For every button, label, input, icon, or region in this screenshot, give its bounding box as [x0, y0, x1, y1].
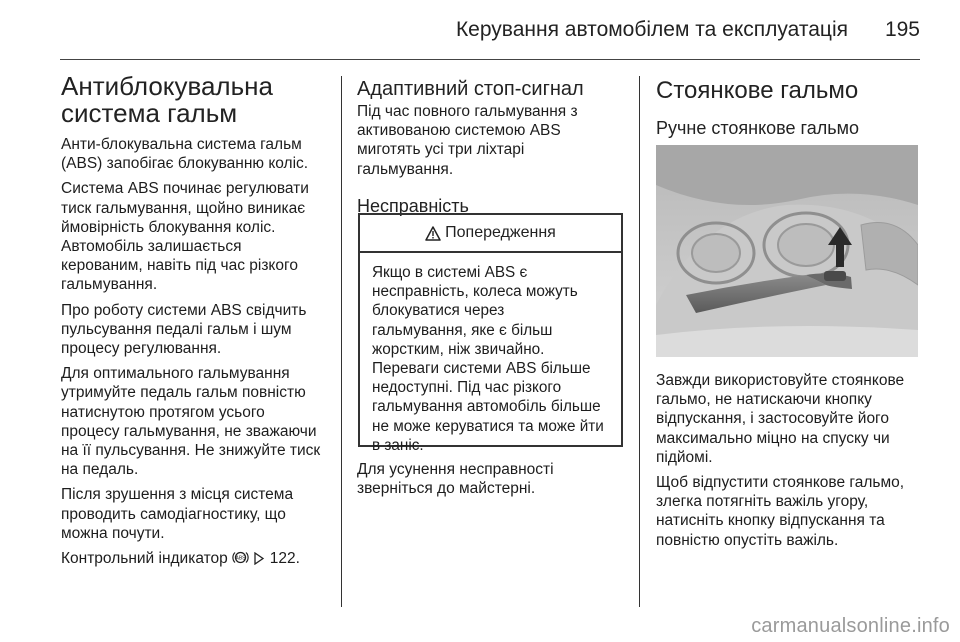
right-column — [656, 77, 926, 139]
manual-parking-brake-heading: Ручне стоянкове гальмо — [656, 118, 859, 138]
malfunction-heading: Несправність — [357, 195, 469, 216]
indicator-line — [61, 549, 336, 570]
abs-paragraph-5: Після зрушення з місця система проводить самодіагностику, що можна почути. — [61, 486, 294, 542]
warning-box — [358, 213, 623, 454]
indicator-label: Контрольний індикатор — [61, 550, 228, 568]
header-rule — [60, 59, 920, 60]
indicator-page-ref[interactable]: 122. — [269, 550, 300, 568]
abs-paragraph-4: Для оптимального гальмування утримуйте педаль гальм повністю натиснутою протягом усього процесу гальмування, не зважаючи на її пульсування. Не знижуйте тиск на педаль. — [61, 365, 321, 479]
reference-arrow-icon[interactable] — [253, 551, 265, 570]
running-header-title: Керування автомобілем та експлуатація — [455, 18, 848, 41]
warning-title: Попередження — [445, 224, 556, 241]
middle-column — [357, 78, 632, 217]
middle-column-footer — [357, 460, 632, 498]
parking-brake-lever-photo — [656, 145, 918, 357]
adaptive-brake-light-heading: Адаптивний стоп-сигнал — [357, 78, 584, 100]
column-divider-right — [639, 76, 640, 607]
abs-paragraph-2: Система ABS починає регулювати тиск гальмування, щойно виникає ймовірність блокування коліс. Автомобіль залишається керованим, навіть під час різкого гальмування. — [61, 180, 309, 294]
warning-header — [360, 215, 621, 253]
malfunction-service-text: Для усунення несправності зверніться до майстерні. — [357, 461, 554, 498]
abs-heading-line1: Антиблокувальна — [61, 71, 273, 101]
right-column-body — [656, 371, 926, 550]
warning-triangle-icon — [425, 226, 441, 241]
abs-paragraph-3: Про роботу системи ABS свідчить пульсування педалі гальм і шум процесу регулювання. — [61, 301, 307, 358]
page-number: 195 — [884, 18, 920, 41]
abs-paragraph-1: Анти-блокувальна система гальм (ABS) запобігає блокуванню коліс. — [61, 136, 309, 173]
watermark: carmanualsonline.info — [751, 615, 950, 637]
abs-warning-icon — [232, 550, 249, 570]
warning-text: Якщо в системі ABS є несправність, колеса можуть блокуватися через гальмування, яке є більш жорстким, ніж звичайно. Переваги системи ABS більше недоступні. Під час різкого гальмування автомобіль більше не може керуватися та може йти в заніс. — [372, 264, 604, 454]
parking-brake-paragraph-2: Щоб відпустити стоянкове гальмо, злегка потягніть важіль угору, натисніть кнопку відпускання та повністю опустіть важіль. — [656, 474, 905, 549]
adaptive-brake-light-text: Під час повного гальмування з активованою системою ABS миготять усі три ліхтарі гальмування. — [357, 103, 578, 178]
left-column — [61, 73, 336, 570]
page-header — [0, 0, 960, 62]
abs-heading-line2: система гальм — [61, 98, 238, 128]
column-divider-left — [341, 76, 342, 607]
parking-brake-paragraph-1: Завжди використовуйте стоянкове гальмо, не натискаючи кнопку відпускання, і застосовуйте його максимально міцно на спуску чи підйомі. — [656, 372, 905, 466]
svg-text:ABS: ABS — [235, 555, 246, 562]
parking-brake-heading: Стоянкове гальмо — [656, 77, 859, 104]
